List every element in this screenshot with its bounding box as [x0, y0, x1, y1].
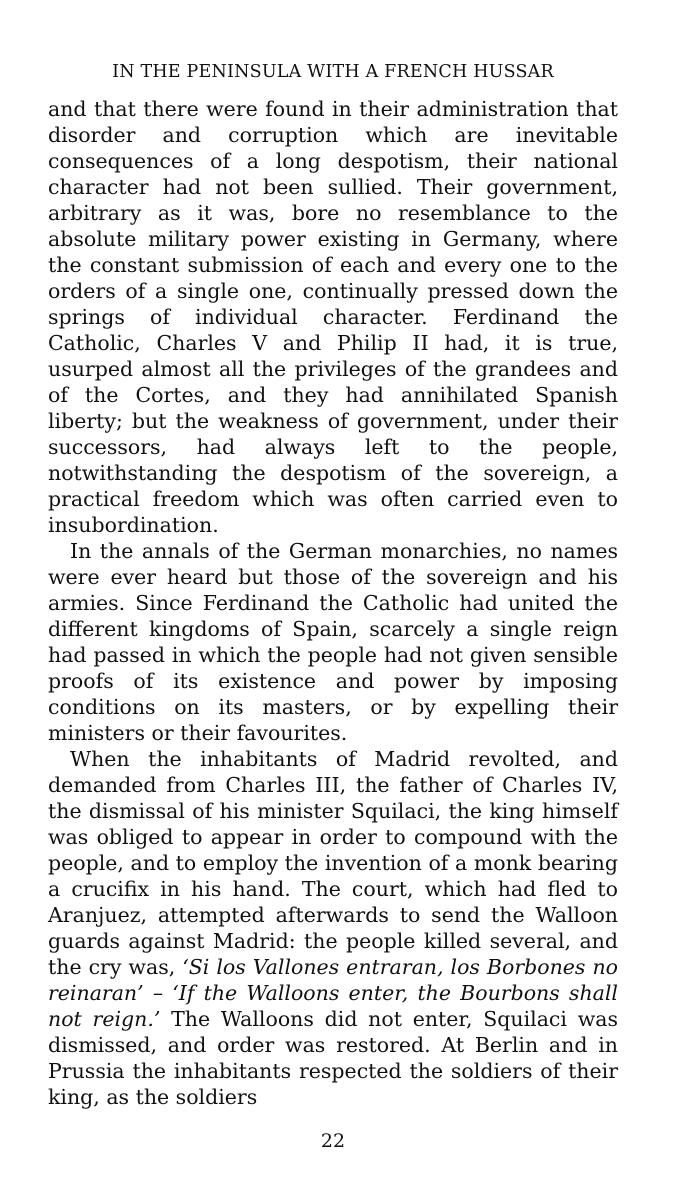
paragraph-3-text-before: When the inhabitants of Madrid revolted, and demanded from Charles III, the father of Charles IV, the dismissal of his minister Squilaci, the king himself was obliged to appear in order to compound with the people, and to employ the invention of a monk bearing a crucifix in his hand. The court, which had fled to Aranjuez, attempted afterwards to send the Walloon guards against Madrid: the people killed several, and the cry was, — [48, 747, 618, 979]
paragraph-3-text-after: The Walloons did not enter, Squilaci was dismissed, and order was restored. At Berlin and in Prussia the inhabitants respected the soldiers of their king, as the soldiers — [48, 1007, 618, 1109]
paragraph-2: In the annals of the German monarchies, no names were ever heard but those of the sovereign and his armies. Since Ferdinand the Catholic had united the different kingdoms of Spain, scarcely a single reign had passed in which the people had not given sensible proofs of its existence and power by imposing conditions on its masters, or by expelling their ministers or their favourites. — [48, 539, 618, 745]
page-number: 22 — [320, 1130, 346, 1152]
paragraph-3 — [48, 746, 618, 1110]
body-text — [48, 96, 618, 1110]
spanish-quote: ‘Si los Vallones entraran, los Borbones no reinaran’ — [48, 955, 618, 1005]
running-head: IN THE PENINSULA WITH A FRENCH HUSSAR — [112, 62, 554, 82]
quote-dash: – — [143, 981, 173, 1005]
english-quote: ‘If the Walloons enter, the Bourbons shall not reign.’ — [48, 981, 618, 1031]
paragraph-1: and that there were found in their administration that disorder and corruption which are inevitable consequences of a long despotism, their national character had not been sullied. Their government, arbitrary as it was, bore no resemblance to the absolute military power existing in Germany, where the constant submission of each and every one to the orders of a single one, continually pressed down the springs of individual character. Ferdinand the Catholic, Charles V and Philip II had, it is true, usurped almost all the privileges of the grandees and of the Cortes, and they had annihilated Spanish liberty; but the weakness of government, under their successors, had always left to the people, notwithstanding the despotism of the sovereign, a practical freedom which was often carried even to insubordination. — [48, 97, 618, 537]
